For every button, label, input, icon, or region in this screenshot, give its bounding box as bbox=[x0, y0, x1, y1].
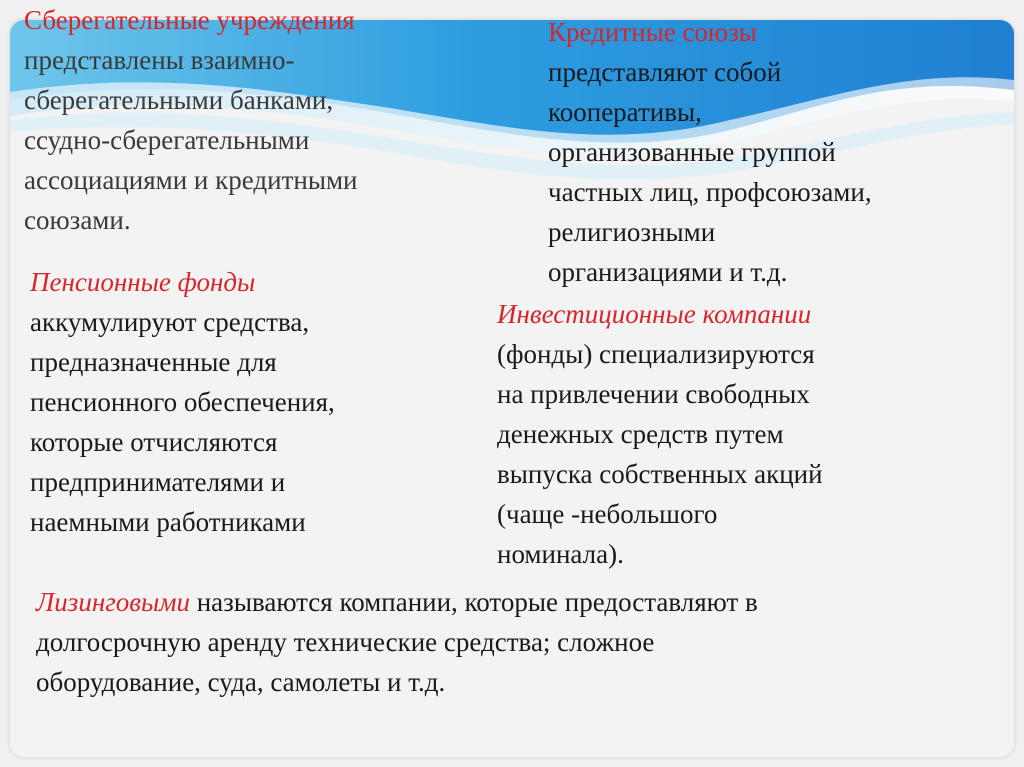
text-line: союзами. bbox=[24, 205, 131, 235]
leasing-line1-rest: называются компании, которые предоставляют в bbox=[189, 587, 758, 617]
text-line: представлены взаимно- bbox=[24, 45, 295, 75]
text-line bbox=[36, 582, 996, 622]
text-line: сберегательными банками, bbox=[24, 85, 334, 115]
savings-institutions-block bbox=[24, 0, 484, 240]
text-line: ссудно-сберегательными bbox=[24, 125, 310, 155]
text-line: аккумулируют средства, bbox=[30, 307, 310, 337]
text-line: представляют собой bbox=[548, 57, 782, 87]
text-line: на привлечении свободных bbox=[497, 379, 810, 409]
pension-funds-heading: Пенсионные фонды bbox=[30, 267, 256, 297]
text-line: кооперативы, bbox=[548, 97, 702, 127]
text-line: которые отчисляются bbox=[30, 427, 278, 457]
text-line: денежных средств путем bbox=[497, 419, 784, 449]
leasing-block bbox=[36, 582, 996, 702]
text-line: организациями и т.д. bbox=[548, 257, 788, 287]
text-line: предназначенные для bbox=[30, 347, 277, 377]
savings-institutions-heading: Сберегательные учреждения bbox=[24, 5, 355, 35]
text-line: предпринимателями и bbox=[30, 467, 286, 497]
leasing-heading: Лизинговыми bbox=[36, 587, 190, 617]
text-line: организованные группой bbox=[548, 137, 836, 167]
text-line: ассоциациями и кредитными bbox=[24, 165, 358, 195]
text-line: выпуска собственных акций bbox=[497, 459, 823, 489]
text-line: долгосрочную аренду технические средства; сложное bbox=[36, 627, 655, 657]
credit-unions-heading: Кредитные союзы bbox=[548, 17, 757, 47]
text-line: (чаще -небольшого bbox=[497, 499, 718, 529]
credit-unions-block bbox=[548, 12, 988, 292]
text-line: религиозными bbox=[548, 217, 716, 247]
investment-companies-heading: Инвестиционные компании bbox=[497, 299, 812, 329]
text-line: оборудование, суда, самолеты и т.д. bbox=[36, 667, 446, 697]
pension-funds-block bbox=[30, 262, 490, 542]
text-line: пенсионного обеспечения, bbox=[30, 387, 335, 417]
text-line: наемными работниками bbox=[30, 507, 306, 537]
text-line: номинала). bbox=[497, 539, 624, 569]
text-line: частных лиц, профсоюзами, bbox=[548, 177, 872, 207]
investment-companies-block bbox=[497, 294, 967, 574]
text-line: (фонды) специализируются bbox=[497, 339, 815, 369]
